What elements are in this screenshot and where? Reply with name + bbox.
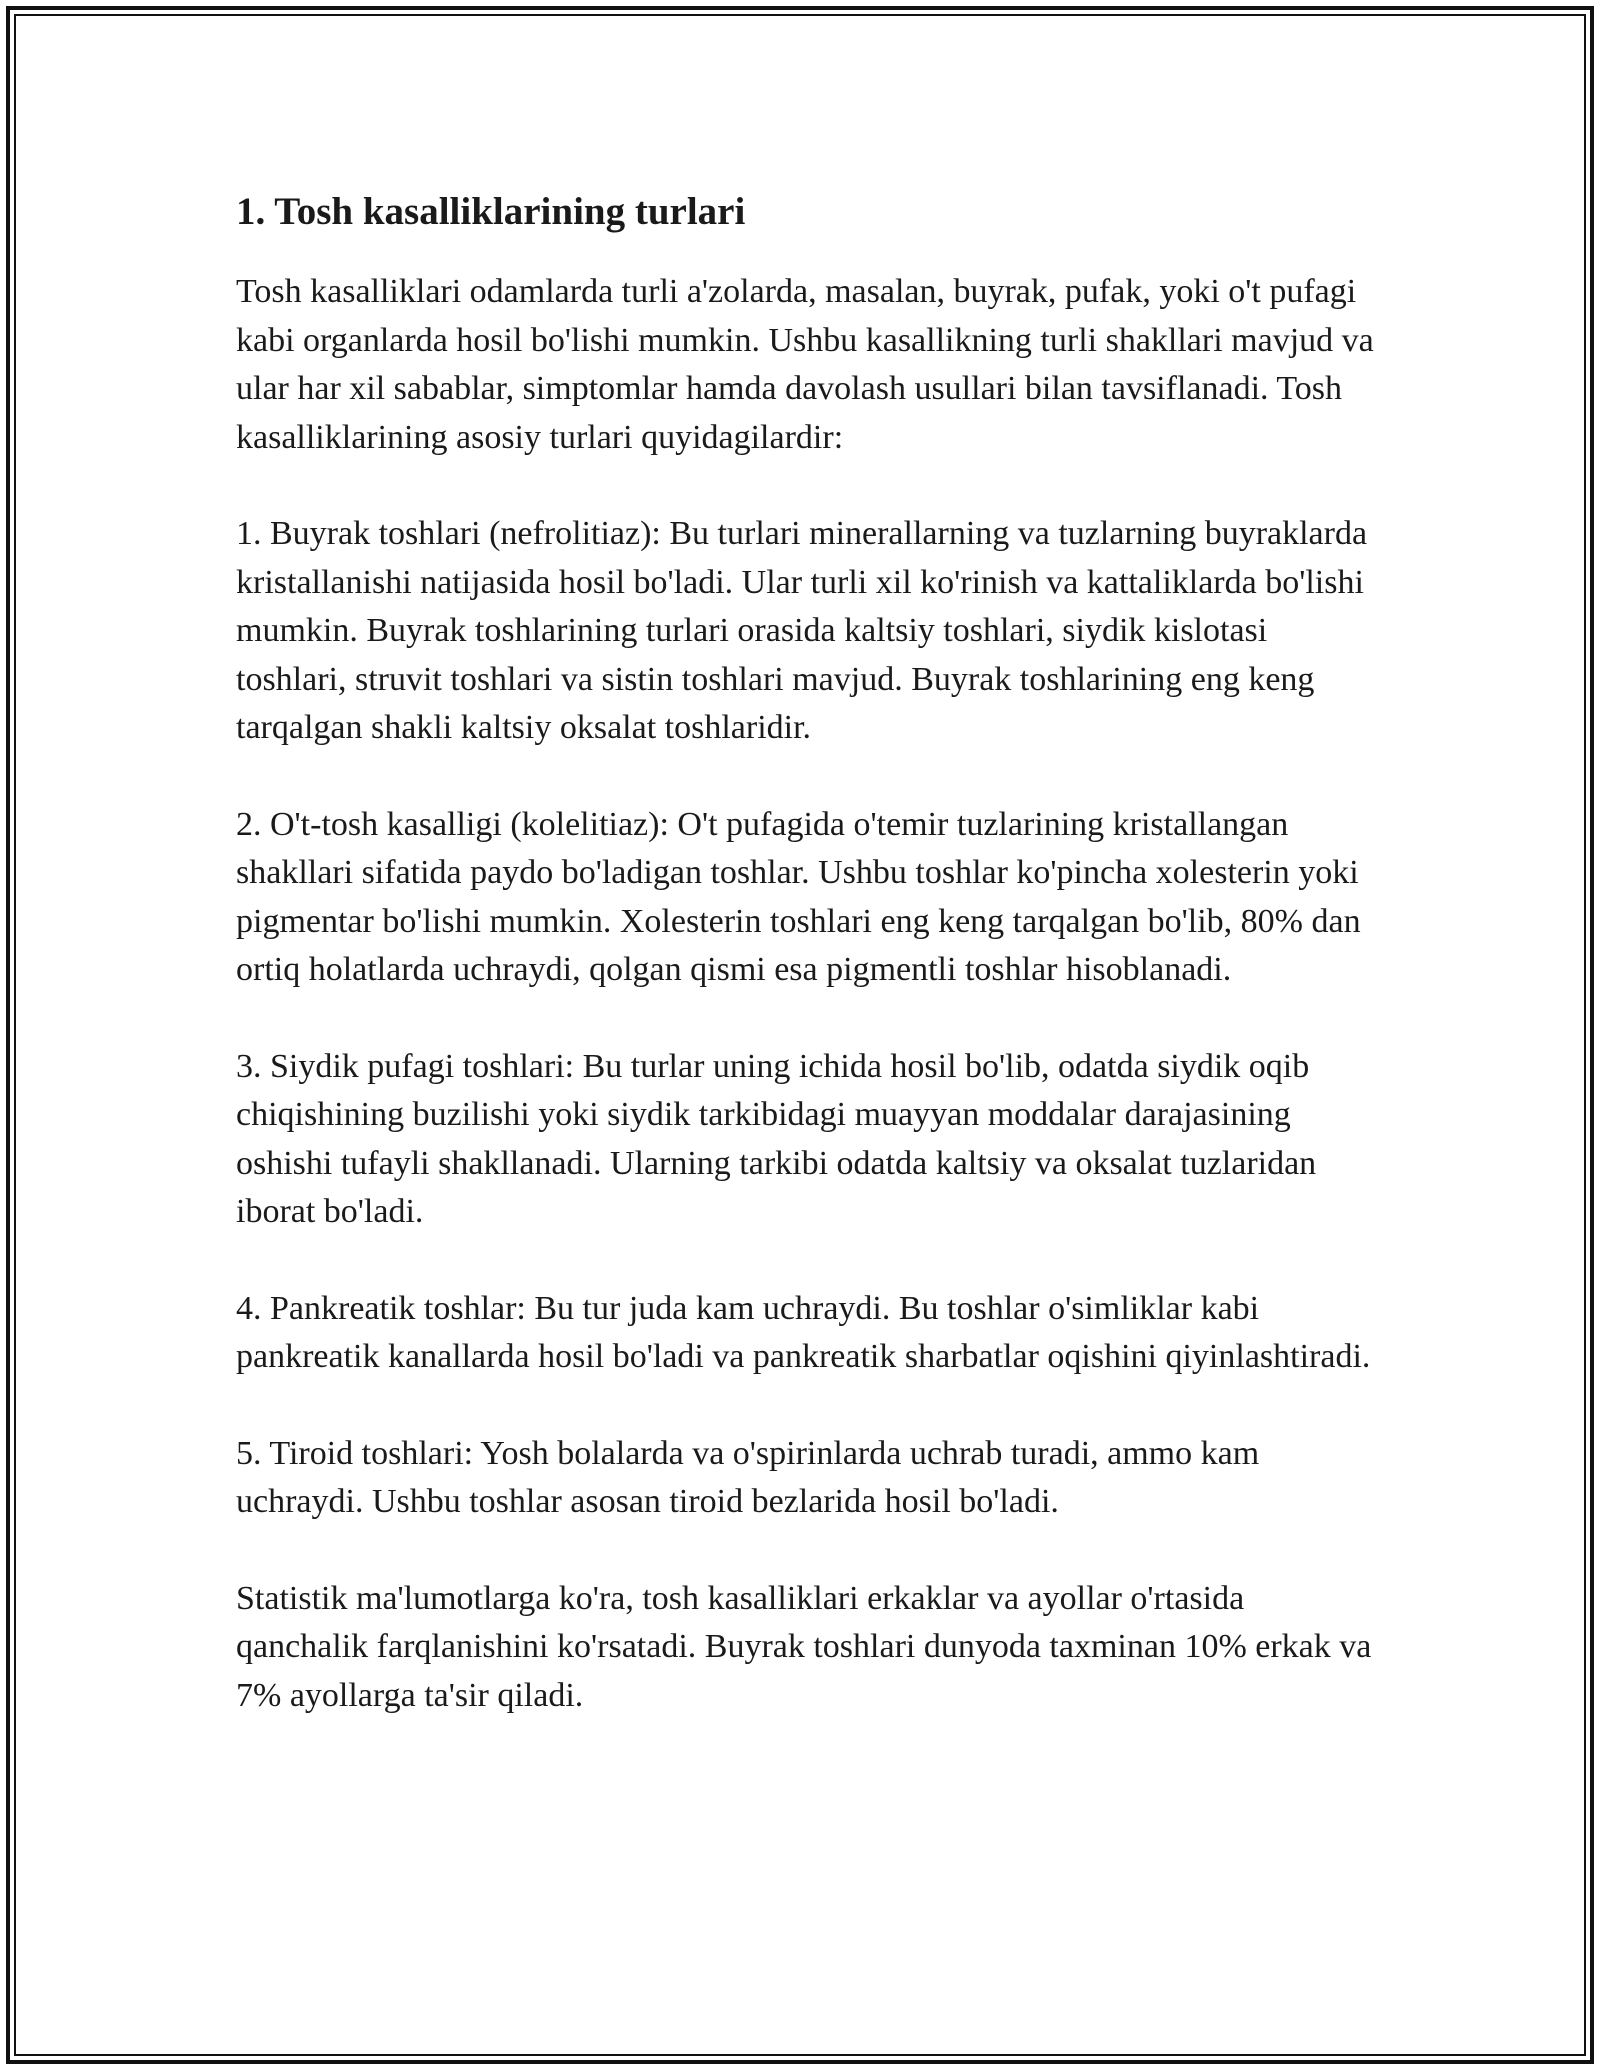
paragraph-statistics: Statistik ma'lumotlarga ko'ra, tosh kasalliklari erkaklar va ayollar o'rtasida qanchalik farqlanishini ko'rsatadi. Buyrak toshlari dunyoda taxminan 10% erkak va 7% ayollarga ta'sir qiladi. (236, 1579, 1372, 1714)
document-body (236, 186, 1376, 1768)
paragraph-thyroid-stones: 5. Tiroid toshlari: Yosh bolalarda va o'spirinlarda uchrab turadi, ammo kam uchraydi. Ushbu toshlar asosan tiroid bezlarida hosil bo'ladi. (236, 1434, 1260, 1520)
paragraph-kidney-stones: 1. Buyrak toshlari (nefrolitiaz): Bu turlari minerallarning va tuzlarning buyraklarda kristallanishi natijasida hosil bo'ladi. Ular turli xil ko'rinish va kattaliklarda bo'lishi mumkin. Buyrak toshlarining turlari orasida kaltsiy toshlari, siydik kislotasi toshlari, struvit toshlari va sistin toshlari mavjud. Buyrak toshlarining eng keng tarqalgan shakli kaltsiy oksalat toshlaridir. (236, 515, 1368, 746)
paragraph-gallstones: 2. O't-tosh kasalligi (kolelitiaz): O't pufagida o'temir tuzlarining kristallangan shakllari sifatida paydo bo'ladigan toshlar. Ushbu toshlar ko'pincha xolesterin yoki pigmentar bo'lishi mumkin. Xolesterin toshlari eng keng tarqalgan bo'lib, 80% dan ortiq holatlarda uchraydi, qolgan qismi esa pigmentli toshlar hisoblanadi. (236, 805, 1361, 988)
paragraph-bladder-stones: 3. Siydik pufagi toshlari: Bu turlar uning ichida hosil bo'lib, odatda siydik oqib chiqishining buzilishi yoki siydik tarkibidagi muayyan moddalar darajasining oshishi tufayli shakllanadi. Ularning tarkibi odatda kaltsiy va oksalat tuzlaridan iborat bo'ladi. (236, 1047, 1317, 1230)
paragraph-intro: Tosh kasalliklari odamlarda turli a'zolarda, masalan, buyrak, pufak, yoki o't pufagi kabi organlarda hosil bo'lishi mumkin. Ushbu kasallikning turli shakllari mavjud va ular har xil sabablar, simptomlar hamda davolash usullari bilan tavsiflanadi. Tosh kasalliklarining asosiy turlari quyidagilardir: (236, 273, 1374, 456)
paragraph-pancreatic-stones: 4. Pankreatik toshlar: Bu tur juda kam uchraydi. Bu toshlar o'simliklar kabi pankreatik kanallarda hosil bo'ladi va pankreatik sharbatlar oqishini qiyinlashtiradi. (236, 1289, 1371, 1375)
section-heading: 1. Tosh kasalliklarining turlari (236, 190, 746, 233)
